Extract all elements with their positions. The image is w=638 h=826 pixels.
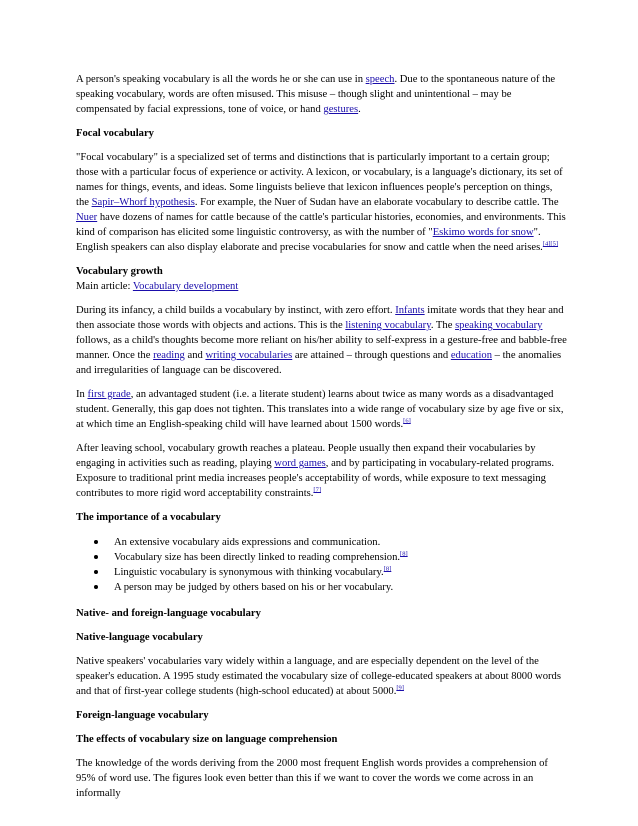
- ref-8-link[interactable]: [8]: [400, 550, 408, 558]
- importance-heading: The importance of a vocabulary: [76, 512, 221, 523]
- list-item: An extensive vocabulary aids expressions and communication.: [114, 535, 568, 550]
- growth-paragraph-2: In first grade, an advantaged student (i.e. a literate student) learns about twice as many words as a disadvantaged student. Generally, this gap does not tighten. This translates into a wide range of vocabulary size by age five or six, at which time an English-speaking child will have learned about 1500 words.[6]: [76, 389, 564, 430]
- focal-vocabulary-heading: Focal vocabulary: [76, 128, 154, 139]
- ref-9-link[interactable]: [9]: [396, 684, 404, 692]
- list-item: Linguistic vocabulary is synonymous with thinking vocabulary.[8]: [114, 565, 568, 580]
- education-link[interactable]: education: [450, 350, 493, 361]
- word-games-link[interactable]: word games: [274, 458, 326, 469]
- main-article-note: Main article: Vocabulary development: [76, 281, 239, 292]
- reading-link[interactable]: reading: [153, 350, 185, 361]
- speaking-vocabulary-link[interactable]: speaking vocabulary: [455, 320, 543, 331]
- native-foreign-heading: Native- and foreign-language vocabulary: [76, 608, 261, 619]
- native-language-paragraph: Native speakers' vocabularies vary widely within a language, and are especially dependent on the level of the speaker's education. A 1995 study estimated the vocabulary size of college-educated speakers at about 8000 words and that of first-year college students (high-school educated) at about 5000.[9]: [76, 656, 561, 697]
- growth-paragraph-3: After leaving school, vocabulary growth reaches a plateau. People usually then expand their vocabularies by engaging in activities such as reading, playing word games, and by participating in vocabulary-related programs. Exposure to traditional print media increases people's acceptability of words, while exposure to text messaging contributes to more rigid word acceptability constraints.[7]: [76, 443, 555, 499]
- importance-list: [76, 535, 568, 595]
- ref-6-link[interactable]: [6]: [403, 417, 411, 425]
- effects-heading: The effects of vocabulary size on language comprehension: [76, 734, 338, 745]
- vocabulary-growth-heading: Vocabulary growth: [76, 266, 163, 277]
- native-language-heading: Native-language vocabulary: [76, 632, 203, 643]
- vocabulary-development-link[interactable]: Vocabulary development: [132, 281, 239, 292]
- writing-vocabularies-link[interactable]: writing vocabularies: [205, 350, 293, 361]
- ref-7-link[interactable]: [7]: [313, 486, 322, 494]
- listening-vocabulary-link[interactable]: listening vocabulary: [345, 320, 431, 331]
- sapir-whorf-link[interactable]: Sapir–Whorf hypothesis: [91, 197, 195, 208]
- document-page: [76, 72, 568, 810]
- ref-4-5-link[interactable]: [4][5]: [542, 240, 559, 248]
- first-grade-link[interactable]: first grade: [87, 389, 131, 400]
- growth-paragraph-1: During its infancy, a child builds a vocabulary by instinct, with zero effort. Infants imitate words that they hear and then associate those words with objects and actions. This is the listening vocabulary. The speaking vocabulary follows, as a child's thoughts become more reliant on his/her ability to self-express in a gesture-free and babble-free manner. Once the reading and writing vocabularies are attained – through questions and education – the anomalies and irregularities of language can be discovered.: [76, 305, 567, 376]
- effects-paragraph: The knowledge of the words deriving from the 2000 most frequent English words provides a comprehension of 95% of word use. The figures look even better than this if we want to cover the words we come across in an informally: [76, 758, 548, 799]
- foreign-language-heading: Foreign-language vocabulary: [76, 710, 209, 721]
- speech-link[interactable]: speech: [365, 74, 395, 85]
- list-item: A person may be judged by others based on his or her vocabulary.: [114, 580, 568, 595]
- nuer-link[interactable]: Nuer: [76, 212, 98, 223]
- gestures-link[interactable]: gestures: [323, 104, 359, 115]
- eskimo-words-link[interactable]: Eskimo words for snow: [432, 227, 534, 238]
- focal-vocabulary-paragraph: "Focal vocabulary" is a specialized set of terms and distinctions that is particularly important to a certain group; those with a particular focus of experience or activity. A lexicon, or vocabulary, is a language's dictionary, its set of names for things, events, and ideas. Some linguists believe that lexicon influences people's perception on things, the Sapir–Whorf hypothesis. For example, the Nuer of Sudan have an elaborate vocabulary to describe cattle. The Nuer have dozens of names for cattle because of the cattle's particular histories, economies, and environments. This kind of comparison has elicited some linguistic controversy, as with the number of "Eskimo words for snow". English speakers can also display elaborate and precise vocabularies for snow and cattle when the need arises.[4][5]: [76, 152, 566, 253]
- infants-link[interactable]: Infants: [395, 305, 425, 316]
- list-item: Vocabulary size has been directly linked to reading comprehension.[8]: [114, 550, 568, 565]
- ref-8-link[interactable]: [8]: [383, 565, 392, 573]
- intro-paragraph: A person's speaking vocabulary is all the words he or she can use in speech. Due to the spontaneous nature of the speaking vocabulary, words are often misused. This misuse – though slight and unintentional – may be compensated by facial expressions, tone of voice, or hand gestures.: [76, 74, 556, 115]
